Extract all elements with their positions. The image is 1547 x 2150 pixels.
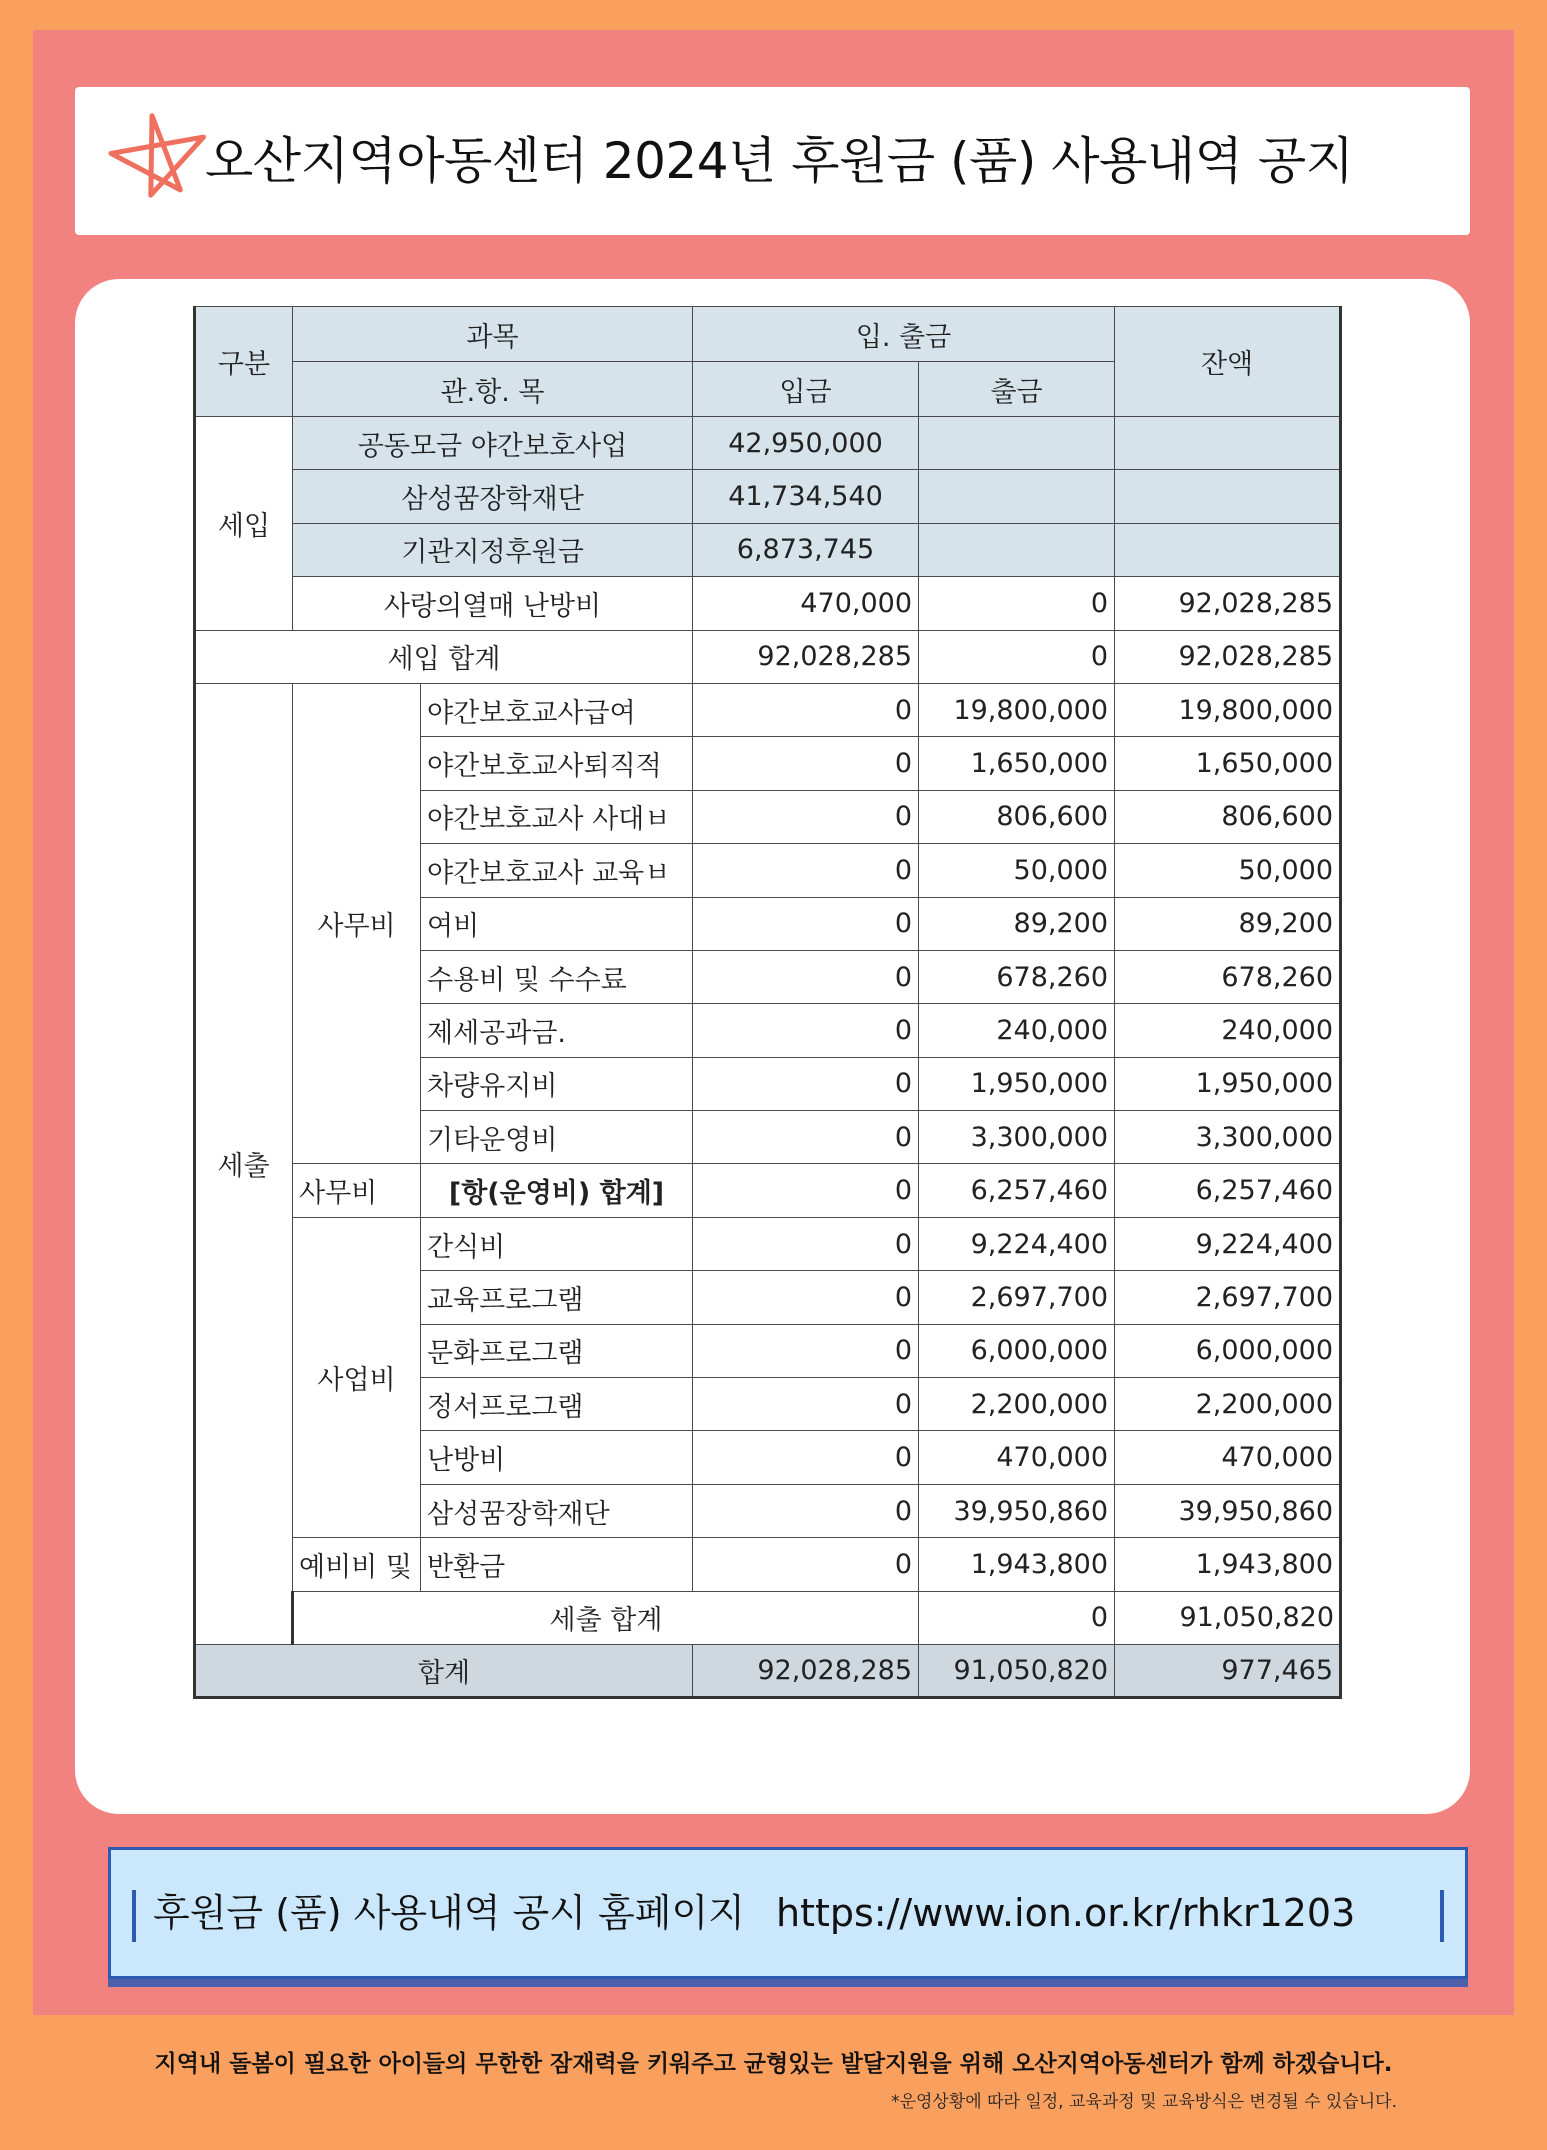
program-income: 0	[693, 1271, 919, 1324]
expenditure-total-income: 0	[919, 1591, 1115, 1644]
table-row	[195, 470, 1341, 523]
office-expense: 89,200	[919, 897, 1115, 950]
revenue-expense: 0	[919, 577, 1115, 630]
program-balance: 2,697,700	[1115, 1271, 1341, 1324]
office-item: 여비	[421, 897, 693, 950]
table-row	[195, 1164, 1341, 1217]
revenue-item: 삼성꿈장학재단	[293, 470, 693, 523]
revenue-total-income: 92,028,285	[693, 630, 919, 683]
office-income: 0	[693, 737, 919, 790]
office-expense: 50,000	[919, 844, 1115, 897]
table-row	[195, 630, 1341, 683]
table-row	[195, 523, 1341, 576]
revenue-total-label: 세입 합계	[195, 630, 693, 683]
reserve-item: 반환금	[421, 1538, 693, 1591]
program-income: 0	[693, 1484, 919, 1537]
expenditure-total-expense: 91,050,820	[1115, 1591, 1341, 1644]
office-expense: 1,950,000	[919, 1057, 1115, 1110]
office-income: 0	[693, 844, 919, 897]
program-income: 0	[693, 1431, 919, 1484]
program-item: 교육프로그램	[421, 1271, 693, 1324]
table-row	[195, 1217, 1341, 1270]
table-card	[75, 279, 1470, 1814]
revenue-expense	[919, 523, 1115, 576]
program-income: 0	[693, 1378, 919, 1431]
program-balance: 9,224,400	[1115, 1217, 1341, 1270]
table-row	[195, 417, 1341, 470]
office-income: 0	[693, 897, 919, 950]
office-item: 제세공과금.	[421, 1004, 693, 1057]
office-expense: 3,300,000	[919, 1111, 1115, 1164]
program-expense: 2,697,700	[919, 1271, 1115, 1324]
office-item: 야간보호교사퇴직적	[421, 737, 693, 790]
program-expense: 2,200,000	[919, 1378, 1115, 1431]
revenue-total-expense: 0	[919, 630, 1115, 683]
program-income: 0	[693, 1324, 919, 1377]
office-expense: 19,800,000	[919, 683, 1115, 736]
office-balance: 19,800,000	[1115, 683, 1341, 736]
revenue-expense	[919, 417, 1115, 470]
ledger-table	[193, 306, 1342, 1699]
office-income: 0	[693, 683, 919, 736]
program-item: 문화프로그램	[421, 1324, 693, 1377]
header-balance: 잔액	[1115, 307, 1341, 417]
expenditure-label: 세출	[195, 683, 293, 1644]
table-row	[195, 683, 1341, 736]
revenue-expense	[919, 470, 1115, 523]
office-item: 기타운영비	[421, 1111, 693, 1164]
office-item: 야간보호교사 교육ㅂ	[421, 844, 693, 897]
table-row	[195, 1644, 1341, 1697]
office-balance: 240,000	[1115, 1004, 1341, 1057]
revenue-balance	[1115, 470, 1341, 523]
office-expense: 1,650,000	[919, 737, 1115, 790]
table-row	[195, 1591, 1341, 1644]
url-label: 후원금 (품) 사용내역 공시 홈페이지	[153, 1891, 745, 1935]
revenue-label: 세입	[195, 417, 293, 631]
revenue-income: 6,873,745	[693, 523, 919, 576]
url-bar-left	[132, 1890, 136, 1942]
revenue-item: 사랑의열매 난방비	[293, 577, 693, 630]
office-subtotal-balance: 6,257,460	[1115, 1164, 1341, 1217]
program-expense: 39,950,860	[919, 1484, 1115, 1537]
office-balance: 1,950,000	[1115, 1057, 1341, 1110]
reserve-income: 0	[693, 1538, 919, 1591]
expenditure-total-label: 세출 합계	[293, 1591, 919, 1644]
office-label: 사무비	[293, 683, 421, 1164]
header-inout: 입. 출금	[693, 307, 1115, 362]
office-income: 0	[693, 950, 919, 1003]
header-category: 구분	[195, 307, 293, 417]
office-balance: 89,200	[1115, 897, 1341, 950]
table-row	[195, 1538, 1341, 1591]
header-income: 입금	[693, 362, 919, 417]
office-item: 수용비 및 수수료	[421, 950, 693, 1003]
office-expense: 678,260	[919, 950, 1115, 1003]
url-bar-right	[1440, 1890, 1444, 1942]
table-row	[195, 577, 1341, 630]
revenue-balance	[1115, 417, 1341, 470]
program-item: 간식비	[421, 1217, 693, 1270]
revenue-item: 공동모금 야간보호사업	[293, 417, 693, 470]
reserve-label: 예비비 및	[293, 1538, 421, 1591]
program-label: 사업비	[293, 1217, 421, 1537]
url-box-shadow	[108, 1979, 1468, 1987]
office-income: 0	[693, 790, 919, 843]
office-balance: 678,260	[1115, 950, 1341, 1003]
revenue-income: 470,000	[693, 577, 919, 630]
office-subtotal-item: [항(운영비) 합계]	[421, 1164, 693, 1217]
reserve-balance: 1,943,800	[1115, 1538, 1341, 1591]
revenue-income: 41,734,540	[693, 470, 919, 523]
grand-total-label: 합계	[195, 1644, 693, 1697]
program-item: 삼성꿈장학재단	[421, 1484, 693, 1537]
office-subtotal-income: 0	[693, 1164, 919, 1217]
program-expense: 9,224,400	[919, 1217, 1115, 1270]
program-income: 0	[693, 1217, 919, 1270]
homepage-link[interactable]: https://www.ion.or.kr/rhkr1203	[776, 1891, 1356, 1935]
revenue-balance: 92,028,285	[1115, 577, 1341, 630]
program-balance: 470,000	[1115, 1431, 1341, 1484]
grand-total-income: 92,028,285	[693, 1644, 919, 1697]
program-balance: 2,200,000	[1115, 1378, 1341, 1431]
office-item: 야간보호교사급여	[421, 683, 693, 736]
revenue-item: 기관지정후원금	[293, 523, 693, 576]
office-item: 차량유지비	[421, 1057, 693, 1110]
url-box	[108, 1847, 1468, 1979]
office-subtotal-expense: 6,257,460	[919, 1164, 1115, 1217]
page-title: 오산지역아동센터 2024년 후원금 (품) 사용내역 공지	[205, 132, 1354, 190]
footer-message: 지역내 돌봄이 필요한 아이들의 무한한 잠재력을 키워주고 균형있는 발달지원을 위해 오산지역아동센터가 함께 하겠습니다.	[154, 2051, 1393, 2077]
office-balance: 1,650,000	[1115, 737, 1341, 790]
footer-note: *운영상황에 따라 일정, 교육과정 및 교육방식은 변경될 수 있습니다.	[891, 2092, 1397, 2112]
revenue-balance	[1115, 523, 1341, 576]
grand-total-balance: 977,465	[1115, 1644, 1341, 1697]
office-balance: 3,300,000	[1115, 1111, 1341, 1164]
header-subject-sub: 관.항. 목	[293, 362, 693, 417]
grand-total-expense: 91,050,820	[919, 1644, 1115, 1697]
office-item: 야간보호교사 사대ㅂ	[421, 790, 693, 843]
program-balance: 39,950,860	[1115, 1484, 1341, 1537]
title-box	[75, 87, 1470, 235]
program-expense: 470,000	[919, 1431, 1115, 1484]
office-expense: 806,600	[919, 790, 1115, 843]
header-subject: 과목	[293, 307, 693, 362]
header-expense: 출금	[919, 362, 1115, 417]
office-balance: 806,600	[1115, 790, 1341, 843]
office-income: 0	[693, 1111, 919, 1164]
revenue-income: 42,950,000	[693, 417, 919, 470]
office-expense: 240,000	[919, 1004, 1115, 1057]
reserve-expense: 1,943,800	[919, 1538, 1115, 1591]
program-expense: 6,000,000	[919, 1324, 1115, 1377]
program-item: 난방비	[421, 1431, 693, 1484]
office-balance: 50,000	[1115, 844, 1341, 897]
office-subtotal-label: 사무비	[293, 1164, 421, 1217]
star-icon	[105, 109, 215, 213]
program-balance: 6,000,000	[1115, 1324, 1341, 1377]
office-income: 0	[693, 1057, 919, 1110]
office-income: 0	[693, 1004, 919, 1057]
revenue-total-balance: 92,028,285	[1115, 630, 1341, 683]
program-item: 정서프로그램	[421, 1378, 693, 1431]
